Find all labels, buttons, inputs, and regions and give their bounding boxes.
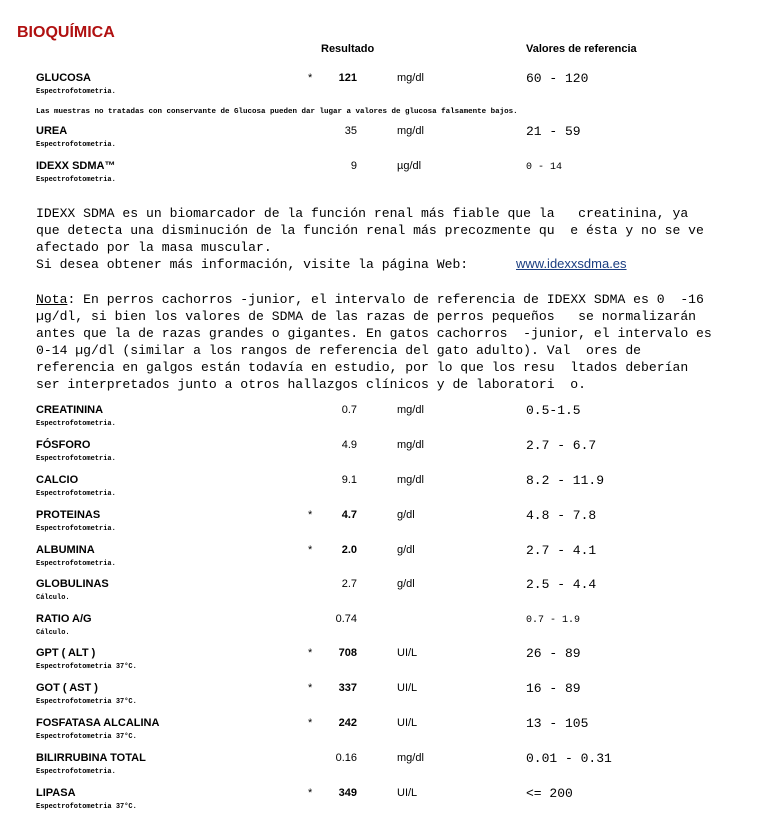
test-value: 242 xyxy=(338,717,357,729)
reference-range: 0 - 14 xyxy=(526,162,563,173)
test-method: Espectrofotometria. xyxy=(36,490,116,498)
test-name: LIPASA xyxy=(36,787,76,799)
sdma-info-line: que detecta una disminución de la función renal más precozmente qu e ésta y no se ve xyxy=(36,223,704,238)
out-of-range-flag: * xyxy=(308,787,313,799)
test-unit: mg/dl xyxy=(397,72,424,84)
result-row xyxy=(0,787,772,817)
test-method: Espectrofotometria. xyxy=(36,768,116,776)
test-unit: mg/dl xyxy=(397,439,424,451)
out-of-range-flag: * xyxy=(308,544,313,556)
test-name: GLUCOSA xyxy=(36,72,91,84)
reference-range: 0.7 - 1.9 xyxy=(526,615,581,626)
test-unit: UI/L xyxy=(397,717,418,729)
test-unit: UI/L xyxy=(397,647,418,659)
sdma-web-link[interactable]: www.idexxsdma.es xyxy=(516,256,627,271)
test-method: Espectrofotometria. xyxy=(36,420,116,428)
section-title: BIOQUÍMICA xyxy=(17,24,115,41)
note-line: antes que la de razas grandes o gigantes. En gatos cachorros -junior, el intervalo es xyxy=(36,326,712,341)
test-unit: g/dl xyxy=(397,578,415,590)
result-row xyxy=(0,647,772,677)
test-unit: UI/L xyxy=(397,682,418,694)
test-unit: g/dl xyxy=(397,544,415,556)
test-value: 4.7 xyxy=(341,509,357,521)
glucose-note: Las muestras no tratadas con conservante de Glucosa pueden dar lugar a valores de glucosa falsamente bajos. xyxy=(36,108,518,116)
test-value: 0.7 xyxy=(341,404,357,416)
sdma-info-line: afectado por la masa muscular. xyxy=(36,240,272,255)
out-of-range-flag: * xyxy=(308,72,313,84)
note-label: Nota xyxy=(36,292,68,307)
note-line: referencia en galgos están todavía en estudio, por lo que los resu ltados deberían xyxy=(36,360,689,375)
reference-range: <= 200 xyxy=(526,786,573,801)
test-method: Espectrofotometria 37°C. xyxy=(36,733,137,741)
reference-range: 0.5-1.5 xyxy=(526,403,581,418)
test-method: Espectrofotometria. xyxy=(36,455,116,463)
note-line: µg/dl, si bien los valores de SDMA de las razas de perros pequeños se normalizarán xyxy=(36,309,697,324)
test-name: GPT ( ALT ) xyxy=(36,647,96,659)
test-name: BILIRRUBINA TOTAL xyxy=(36,752,146,764)
result-row xyxy=(0,717,772,747)
test-method: Espectrofotometria 37°C. xyxy=(36,663,137,671)
test-name: IDEXX SDMA™ xyxy=(36,160,116,172)
test-method: Cálculo. xyxy=(36,594,70,602)
test-value: 337 xyxy=(338,682,357,694)
out-of-range-flag: * xyxy=(308,682,313,694)
test-value: 9.1 xyxy=(341,474,357,486)
test-unit: UI/L xyxy=(397,787,418,799)
test-name: FOSFATASA ALCALINA xyxy=(36,717,160,729)
test-method: Espectrofotometria 37°C. xyxy=(36,698,137,706)
test-method: Espectrofotometria. xyxy=(36,560,116,568)
sdma-web-prefix: Si desea obtener más información, visite la página Web: xyxy=(36,257,469,272)
test-method: Espectrofotometria. xyxy=(36,176,116,184)
result-row xyxy=(0,578,772,608)
test-value: 708 xyxy=(338,647,357,659)
out-of-range-flag: * xyxy=(308,647,313,659)
reference-range: 60 - 120 xyxy=(526,71,589,86)
test-value: 2.0 xyxy=(341,544,357,556)
out-of-range-flag: * xyxy=(308,717,313,729)
test-value: 121 xyxy=(338,72,357,84)
out-of-range-flag: * xyxy=(308,509,313,521)
reference-range: 21 - 59 xyxy=(526,124,581,139)
test-method: Espectrofotometria. xyxy=(36,88,116,96)
test-name: GOT ( AST ) xyxy=(36,682,98,694)
test-method: Cálculo. xyxy=(36,629,70,637)
result-row xyxy=(0,160,772,190)
test-name: UREA xyxy=(36,125,68,137)
result-row xyxy=(0,613,772,643)
note-first-line: : En perros cachorros -junior, el intervalo de referencia de IDEXX SDMA es 0 -16 xyxy=(67,292,704,307)
reference-column-header: Valores de referencia xyxy=(526,43,637,55)
test-unit: mg/dl xyxy=(397,752,424,764)
reference-range: 4.8 - 7.8 xyxy=(526,508,597,523)
reference-range: 0.01 - 0.31 xyxy=(526,751,612,766)
test-name: ALBUMINA xyxy=(36,544,95,556)
test-method: Espectrofotometria 37°C. xyxy=(36,803,137,811)
test-value: 35 xyxy=(344,125,357,137)
test-name: GLOBULINAS xyxy=(36,578,109,590)
test-value: 2.7 xyxy=(341,578,357,590)
reference-range: 26 - 89 xyxy=(526,646,581,661)
reference-range: 16 - 89 xyxy=(526,681,581,696)
result-row xyxy=(0,404,772,434)
test-value: 349 xyxy=(338,787,357,799)
note-line: ser interpretados junto a otros hallazgos clínicos y de laboratori o. xyxy=(36,377,587,392)
result-row xyxy=(0,72,772,102)
test-unit: g/dl xyxy=(397,509,415,521)
result-row xyxy=(0,682,772,712)
note-line: 0-14 µg/dl (similar a los rangos de referencia del gato adulto). Val ores de xyxy=(36,343,642,358)
result-row xyxy=(0,509,772,539)
result-row xyxy=(0,544,772,574)
result-row xyxy=(0,474,772,504)
test-unit: mg/dl xyxy=(397,404,424,416)
result-row xyxy=(0,752,772,782)
test-method: Espectrofotometria. xyxy=(36,525,116,533)
test-name: FÓSFORO xyxy=(36,439,91,451)
note-line xyxy=(36,291,704,308)
test-value: 4.9 xyxy=(341,439,357,451)
reference-range: 2.7 - 6.7 xyxy=(526,438,597,453)
result-row xyxy=(0,125,772,155)
test-value: 9 xyxy=(350,160,357,172)
reference-range: 2.5 - 4.4 xyxy=(526,577,597,592)
test-value: 0.74 xyxy=(335,613,357,625)
reference-range: 13 - 105 xyxy=(526,716,589,731)
result-row xyxy=(0,439,772,469)
test-name: RATIO A/G xyxy=(36,613,92,625)
test-name: CALCIO xyxy=(36,474,79,486)
test-value: 0.16 xyxy=(335,752,357,764)
test-unit: mg/dl xyxy=(397,125,424,137)
result-column-header: Resultado xyxy=(321,43,375,55)
test-unit: mg/dl xyxy=(397,474,424,486)
test-name: PROTEINAS xyxy=(36,509,101,521)
test-method: Espectrofotometria. xyxy=(36,141,116,149)
test-unit: µg/dl xyxy=(397,160,422,172)
test-name: CREATININA xyxy=(36,404,104,416)
reference-range: 2.7 - 4.1 xyxy=(526,543,597,558)
sdma-info-line: IDEXX SDMA es un biomarcador de la función renal más fiable que la creatinina, ya xyxy=(36,206,689,221)
reference-range: 8.2 - 11.9 xyxy=(526,473,605,488)
